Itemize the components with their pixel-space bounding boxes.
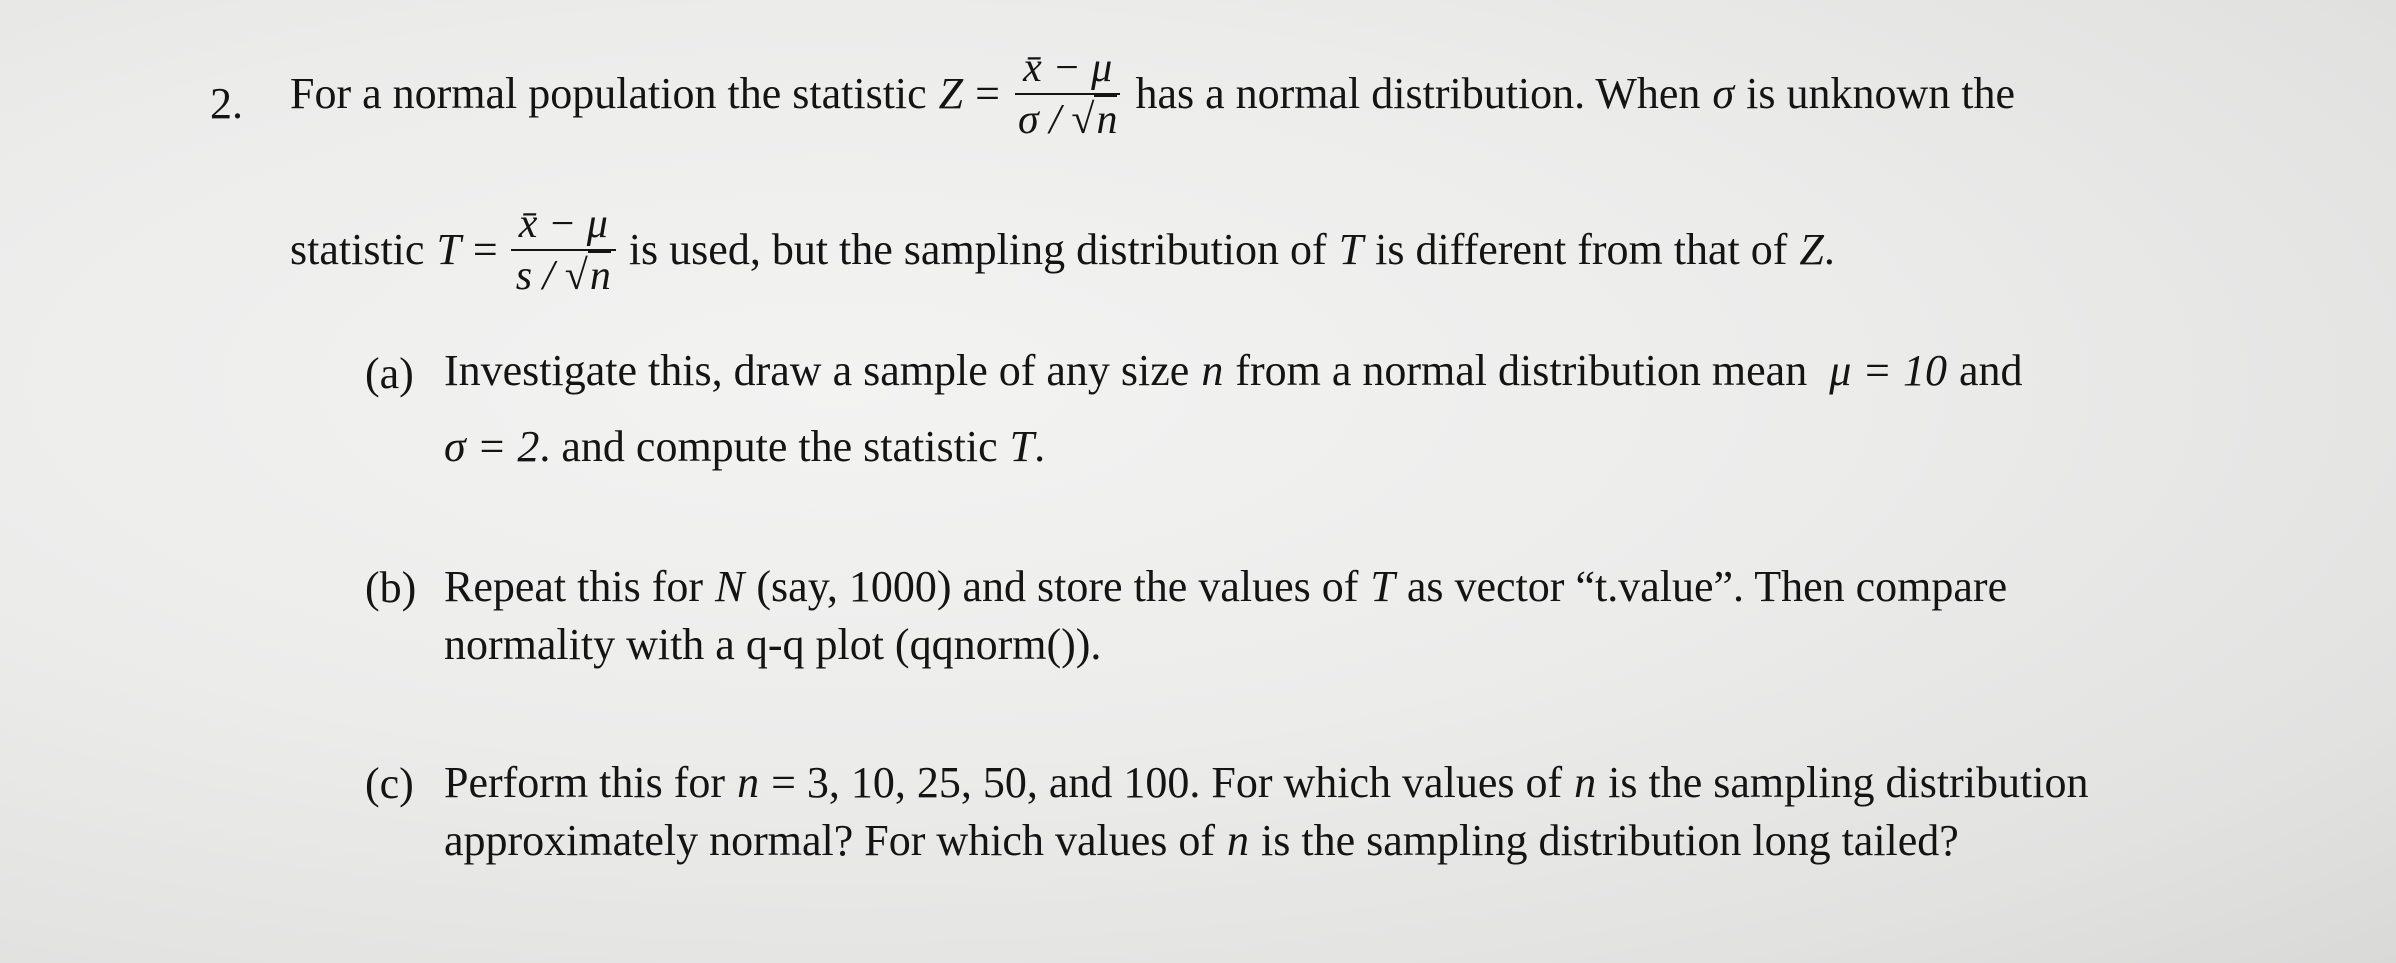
part-b-text-2: (say, 1000) and store the values of — [756, 562, 1359, 611]
line1-pre-text: For a normal population the statistic — [290, 69, 927, 118]
part-a-label: (a) — [365, 349, 414, 398]
equals-sign: = — [975, 69, 1000, 118]
z-fraction-denominator: σ / √n — [1017, 97, 1118, 143]
line1-post-text-b: is unknown the — [1746, 69, 2016, 118]
question-line-1 — [290, 44, 2015, 144]
n-variable-c: n — [737, 758, 760, 807]
part-a-text-5: . — [1034, 422, 1046, 471]
part-a-line-2 — [444, 422, 1045, 472]
N-variable: N — [715, 562, 745, 611]
part-b-line-2 — [444, 620, 1101, 670]
line2-pre-text: statistic — [290, 225, 425, 274]
n-variable-c3: n — [1227, 816, 1250, 865]
question-line-2 — [290, 200, 1835, 300]
part-c-text-1: Perform this for — [444, 758, 726, 807]
z-fraction — [1010, 47, 1125, 141]
part-a-text-1: Investigate this, draw a sample of any size — [444, 346, 1190, 395]
t-fraction-denominator: s / √n — [515, 253, 611, 299]
sigma-equation: σ = 2 — [444, 422, 540, 471]
part-b-line-1 — [444, 562, 2007, 612]
t-variable: T — [436, 225, 461, 274]
part-a-text-4: . and compute the statistic — [539, 422, 998, 471]
part-a-line-1 — [444, 346, 2023, 396]
mu-equation: μ = 10 — [1829, 346, 1947, 395]
z-variable-2: Z — [1799, 225, 1824, 274]
line2-post-text-b: is different from that of — [1375, 225, 1788, 274]
line2-post-text-a: is used, but the sampling distribution of — [628, 225, 1327, 274]
n-variable-c2: n — [1574, 758, 1597, 807]
sqrt-icon: √ — [1071, 97, 1095, 143]
sigma-symbol: σ — [1712, 69, 1735, 118]
part-c-label: (c) — [365, 759, 414, 808]
t-variable-b: T — [1370, 562, 1395, 611]
part-b-text-3: as vector “t.value”. Then compare — [1406, 562, 2008, 611]
part-a-text-2: from a normal distribution mean — [1235, 346, 1808, 395]
t-variable-2: T — [1338, 225, 1364, 274]
line1-post-text-a: has a normal distribution. When — [1135, 69, 1701, 118]
part-c-text-5: is the sampling distribution long tailed? — [1261, 816, 1959, 865]
part-c-line-1 — [444, 758, 2088, 808]
n-variable: n — [1201, 346, 1224, 395]
t-variable-a: T — [1009, 422, 1035, 471]
part-b-text-4: normality with a q-q plot (qqnorm()). — [444, 620, 1102, 669]
sqrt-icon: √ — [564, 253, 588, 299]
line2-post-text-c: . — [1823, 225, 1835, 274]
part-c-text-4: approximately normal? For which values of — [444, 816, 1216, 865]
part-b-label: (b) — [365, 563, 417, 612]
part-c-text-2: = 3, 10, 25, 50, and 100. For which values of — [771, 758, 1563, 807]
t-fraction — [508, 203, 619, 297]
part-c-line-2 — [444, 816, 1959, 866]
part-c-text-3: is the sampling distribution — [1608, 758, 2089, 807]
part-a-text-3: and — [1958, 346, 2023, 395]
question-number: 2. — [210, 79, 243, 128]
z-variable: Z — [938, 69, 964, 118]
z-fraction-numerator: x̄ − μ — [1015, 47, 1120, 95]
part-b-text-1: Repeat this for — [444, 562, 704, 611]
equals-sign: = — [472, 225, 498, 274]
t-fraction-numerator: x̄ − μ — [511, 203, 616, 251]
